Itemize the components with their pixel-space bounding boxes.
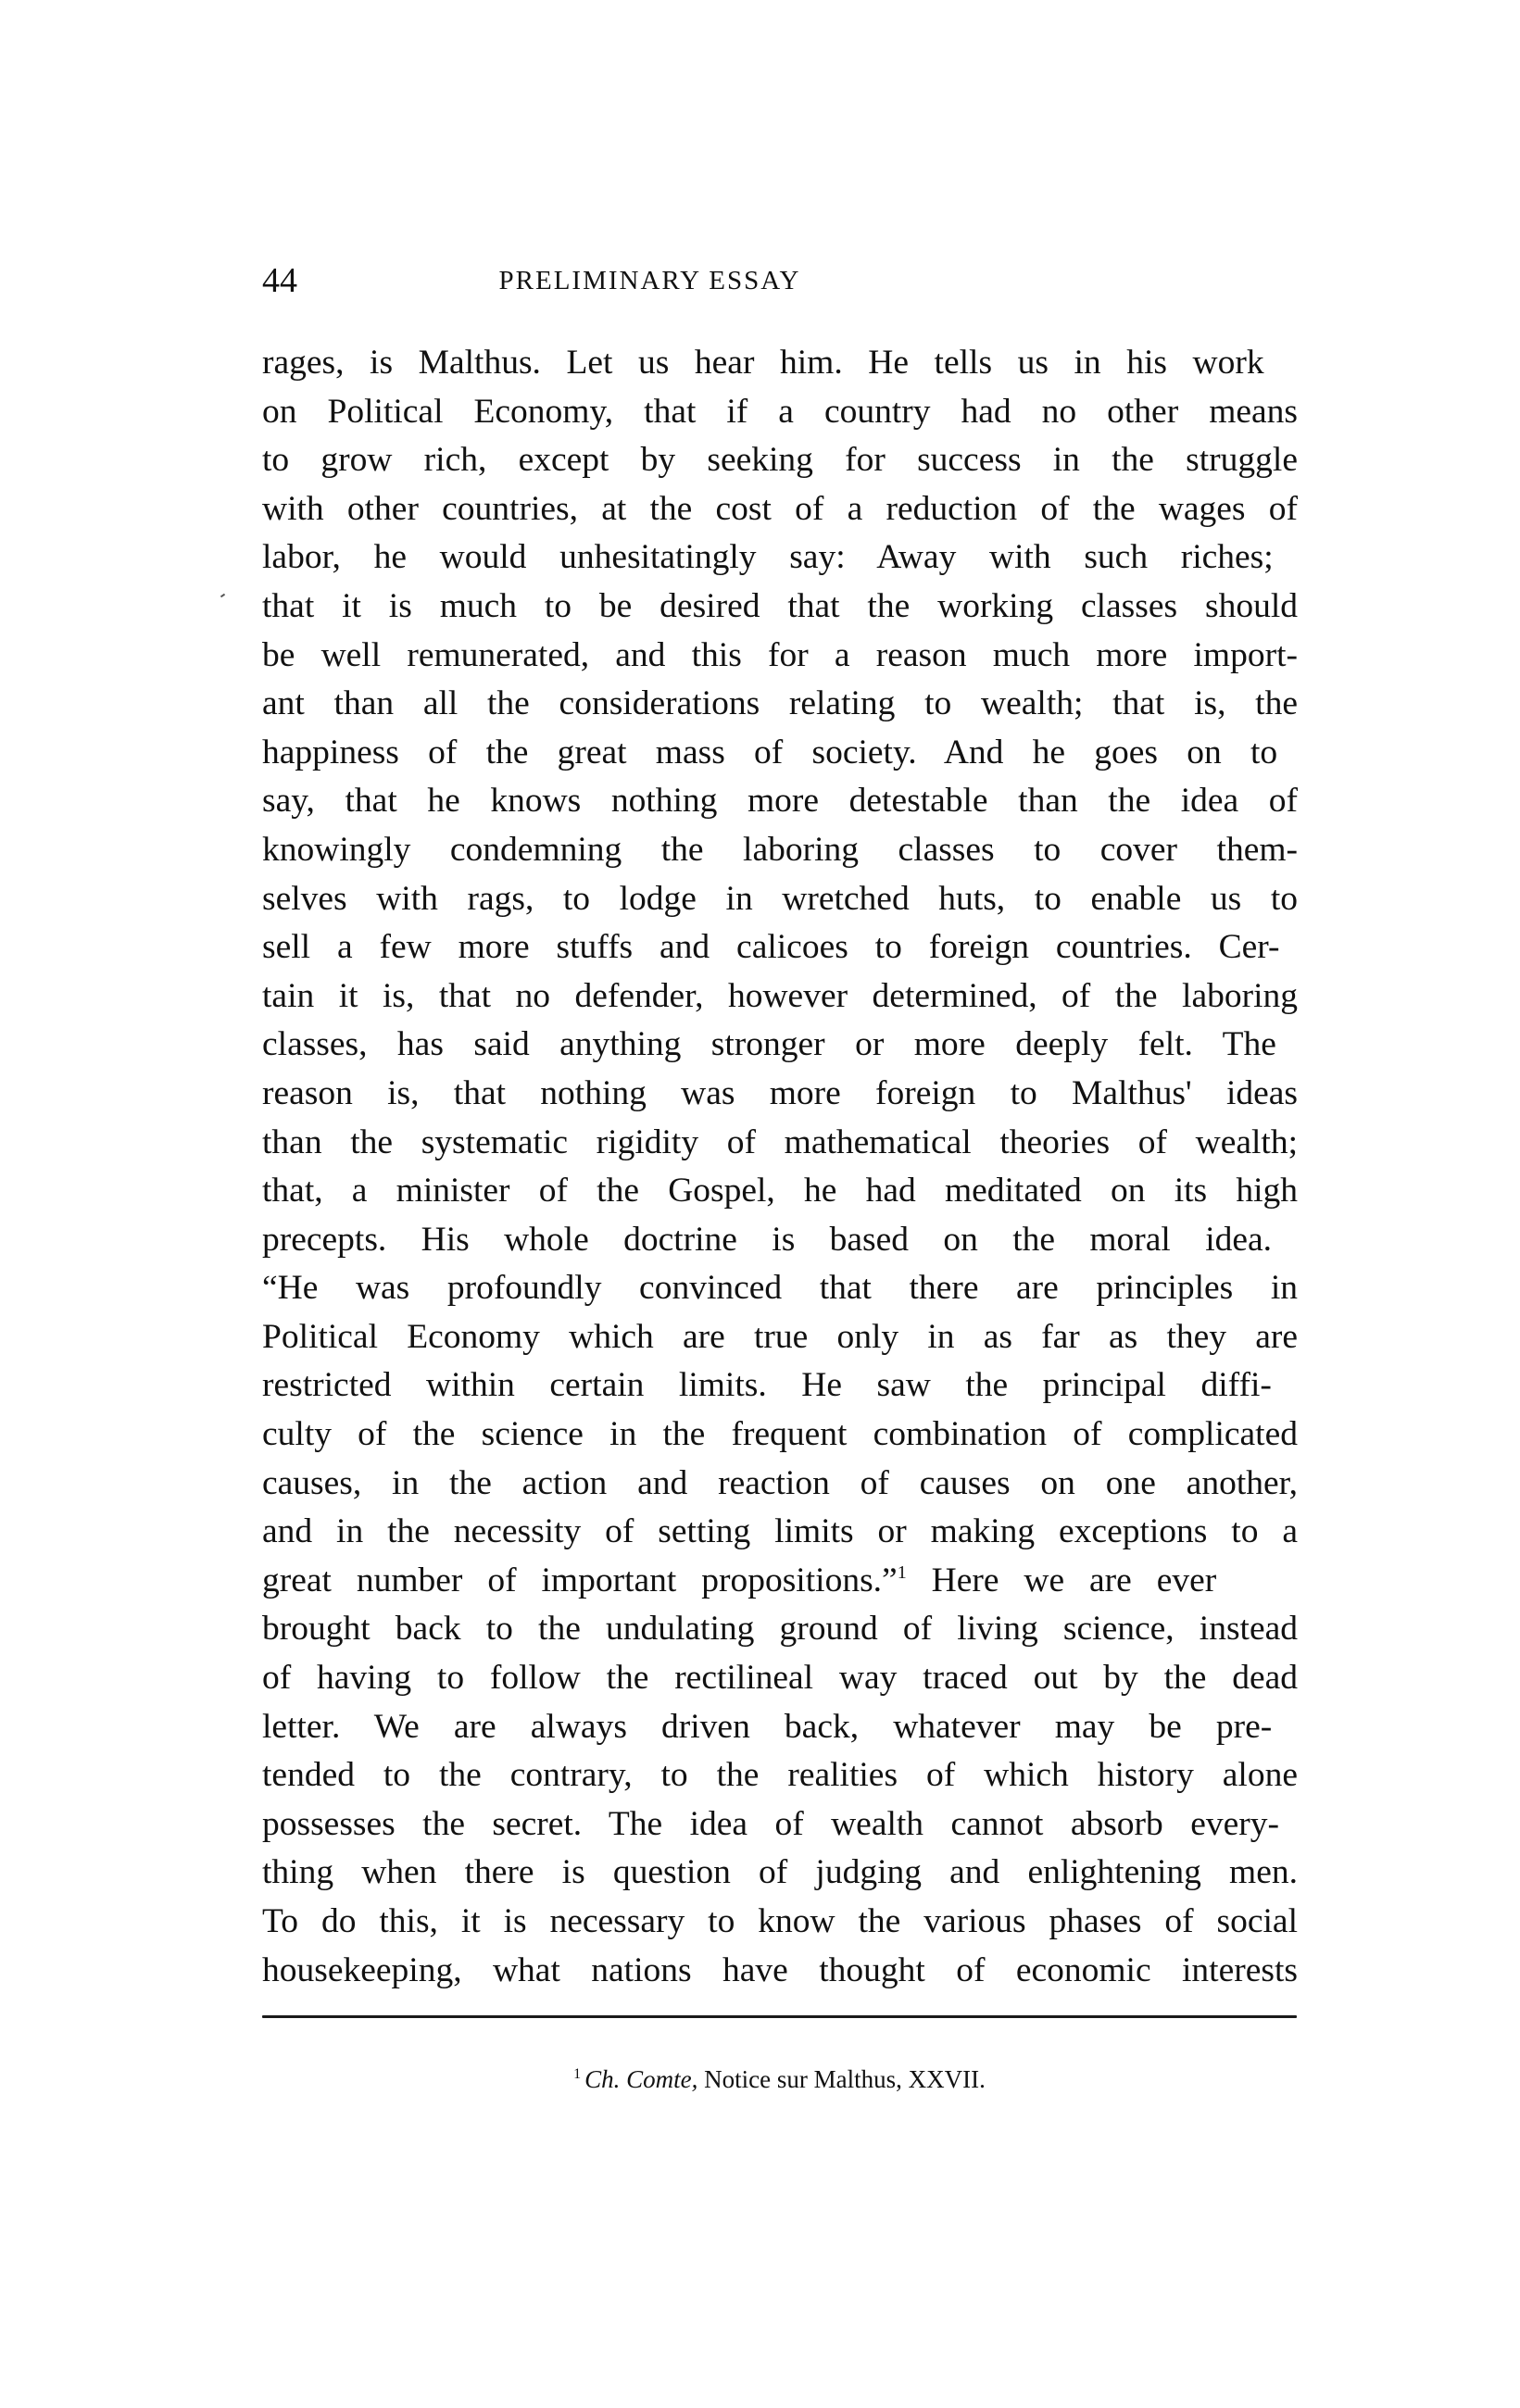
text-line: tain it is, that no defender, however determined, of the laboring bbox=[262, 976, 1298, 1015]
text-line: culty of the science in the frequent combination of complicated bbox=[262, 1415, 1298, 1454]
text-line: causes, in the action and reaction of causes on one another, bbox=[262, 1463, 1298, 1502]
text-line: labor, he would unhesitatingly say: Away with such riches; bbox=[262, 538, 1274, 577]
text-line: knowingly condemning the laboring classes to cover them- bbox=[262, 830, 1298, 869]
quote-end-text: great number of important propositions.” bbox=[262, 1561, 898, 1599]
footnote bbox=[262, 2058, 1297, 2096]
text-line: precepts. His whole doctrine is based on the moral idea. bbox=[262, 1220, 1273, 1259]
text-line-with-footnote-ref bbox=[262, 1557, 1298, 1606]
footnote-reference[interactable]: 1 bbox=[897, 1561, 907, 1583]
running-head bbox=[262, 257, 1297, 304]
text-line: selves with rags, to lodge in wretched huts, to enable us to bbox=[262, 879, 1298, 918]
text-line: on Political Economy, that if a country had no other means bbox=[262, 392, 1298, 431]
text-line: brought back to the undulating ground of living science, instead bbox=[262, 1610, 1298, 1649]
text-line: possesses the secret. The idea of wealth cannot absorb every- bbox=[262, 1804, 1279, 1843]
text-line: housekeeping, what nations have thought of economic interests bbox=[262, 1950, 1298, 1989]
margin-mark bbox=[220, 594, 225, 598]
text-line: of having to follow the rectilineal way traced out by the dead bbox=[262, 1659, 1298, 1698]
text-line: classes, has said anything stronger or more deeply felt. The bbox=[262, 1025, 1276, 1064]
text-line: restricted within certain limits. He saw the principal diffi- bbox=[262, 1366, 1272, 1405]
text-line: than the systematic rigidity of mathematical theories of wealth; bbox=[262, 1122, 1298, 1161]
footnote-author: Ch. Comte, bbox=[584, 2065, 698, 2093]
text-line: Political Economy which are true only in as far as they are bbox=[262, 1317, 1298, 1356]
text-line: that, a minister of the Gospel, he had meditated on its high bbox=[262, 1172, 1298, 1210]
footnote-text: Notice sur Malthus, XXVII. bbox=[697, 2065, 986, 2093]
text-line: with other countries, at the cost of a reduction of the wages of bbox=[262, 489, 1298, 528]
page-number: 44 bbox=[262, 261, 297, 300]
text-line: that it is much to be desired that the working classes should bbox=[262, 586, 1298, 625]
text-line: and in the necessity of setting limits or making exceptions to a bbox=[262, 1512, 1298, 1551]
text-line: thing when there is question of judging and enlightening men. bbox=[262, 1853, 1298, 1892]
footnote-divider bbox=[262, 2015, 1297, 2018]
text-line: “He was profoundly convinced that there are principles in bbox=[262, 1269, 1298, 1308]
body-text bbox=[262, 339, 1298, 1995]
text-line: rages, is Malthus. Let us hear him. He tells us in his work bbox=[262, 344, 1264, 382]
line-continuation: Here we are ever bbox=[931, 1561, 1217, 1599]
text-line: tended to the contrary, to the realities of which history alone bbox=[262, 1756, 1298, 1795]
footnote-marker: 1 bbox=[573, 2066, 582, 2082]
text-line: happiness of the great mass of society. And he goes on to bbox=[262, 733, 1278, 771]
running-title: PRELIMINARY ESSAY bbox=[498, 266, 801, 295]
text-line: ant than all the considerations relating to wealth; that is, the bbox=[262, 684, 1298, 723]
text-line: be well remunerated, and this for a reason much more import- bbox=[262, 635, 1298, 674]
text-line: reason is, that nothing was more foreign to Malthus' ideas bbox=[262, 1073, 1298, 1112]
text-line: To do this, it is necessary to know the various phases of social bbox=[262, 1902, 1298, 1940]
text-line: sell a few more stuffs and calicoes to foreign countries. Cer- bbox=[262, 928, 1280, 967]
text-line: letter. We are always driven back, whatever may be pre- bbox=[262, 1707, 1273, 1746]
text-line: say, that he knows nothing more detestable than the idea of bbox=[262, 782, 1298, 821]
text-line: to grow rich, except by seeking for success in the struggle bbox=[262, 441, 1298, 480]
